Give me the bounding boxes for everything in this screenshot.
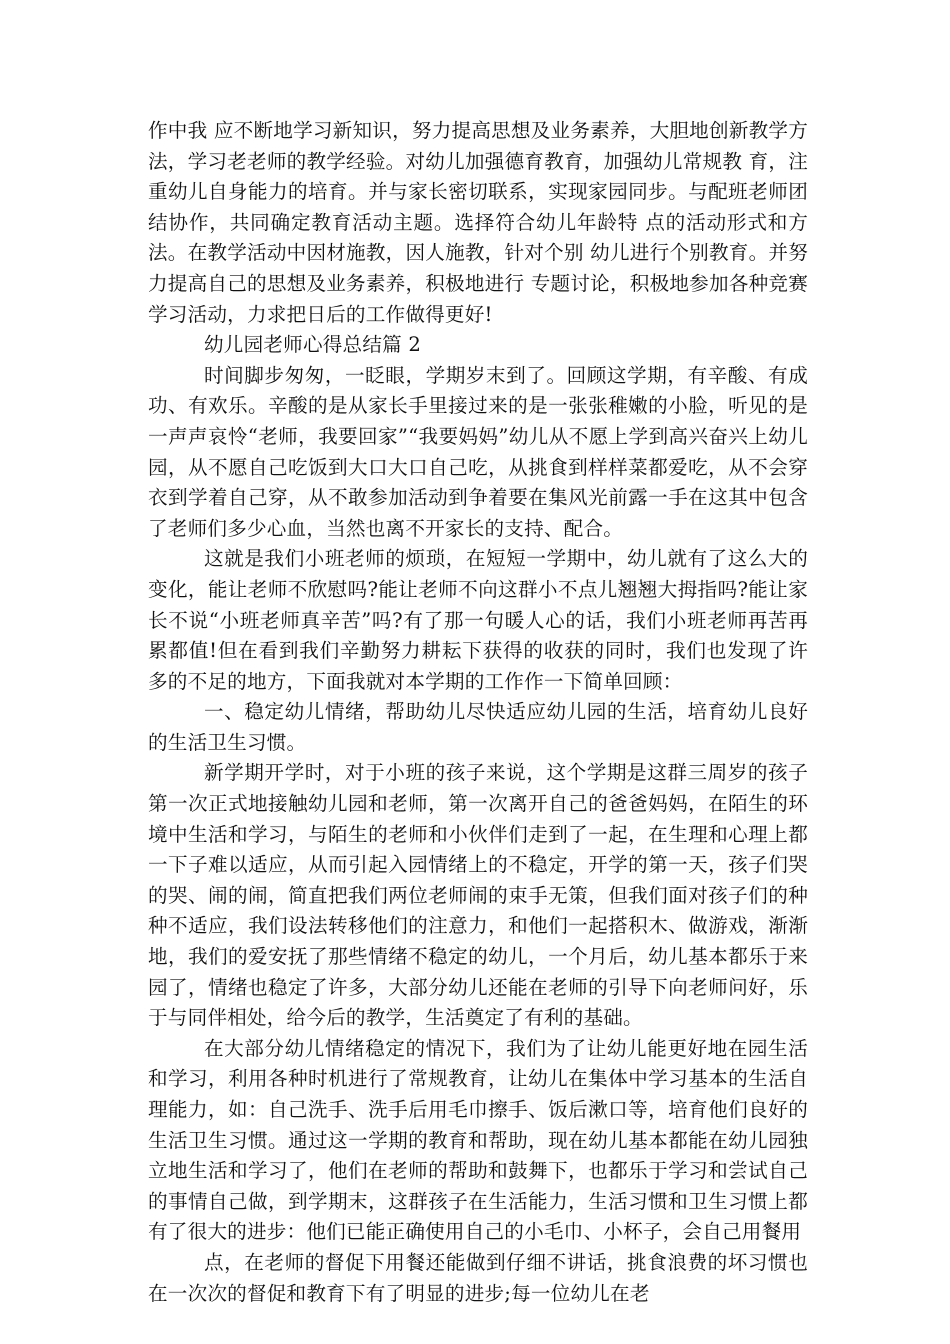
paragraph-continuation: 作中我 应不断地学习新知识，努力提高思想及业务素养，大胆地创新教学方 法，学习老老师的教学经验。对幼儿加强德育教育，加强幼儿常规教 育，注重幼儿自身能力的培育。并与家长密切联系，实现家园同步。与配班老师团结协作，共同确定教育活动主题。选择符合幼儿年龄特 点的活动形式和方法。在教学活动中因材施教，因人施教，针对个别 幼儿进行个别教育。并努力提高自己的思想及业务素养，积极地进行 专题讨论，积极地参加各种竞赛学习活动，力求把日后的工作做得更好! (148, 119, 808, 326)
paragraph: 新学期开学时，对于小班的孩子来说，这个学期是这群三周岁的孩子第一次正式地接触幼儿园和老师，第一次离开自己的爸爸妈妈，在陌生的环境中生活和学习，与陌生的老师和小伙伴们走到了一起，在生理和心理上都一下子难以适应，从而引起入园情绪上的不稳定，开学的第一天，孩子们哭的哭、闹的闹，简直把我们两位老师闹的束手无策，但我们面对孩子们的种种不适应，我们设法转移他们的注意力，和他们一起搭积木、做游戏，渐渐地，我们的爱安抚了那些情绪不稳定的幼儿，一个月后，幼儿基本都乐于来园了，情绪也稳定了许多，大部分幼儿还能在老师的引导下向老师问好，乐于与同伴相处，给今后的教学，生活奠定了有利的基础。 (148, 761, 808, 1030)
document-body (148, 116, 808, 1309)
section-heading: 幼儿园老师心得总结篇 2 (204, 333, 422, 357)
paragraph: 时间脚步匆匆，一眨眼，学期岁末到了。回顾这学期，有辛酸、有成功、有欢乐。辛酸的是从家长手里接过来的是一张张稚嫩的小脸，听见的是一声声哀怜“老师，我要回家”“我要妈妈”幼儿从不愿上学到高兴奋兴上幼儿园，从不愿自己吃饭到大口大口自己吃，从挑食到样样菜都爱吃，从不会穿衣到学着自己穿，从不敢参加活动到争着要在集风光前露一手在这其中包含了老师们多少心血，当然也离不开家长的支持、配合。 (148, 363, 808, 540)
paragraph: 在大部分幼儿情绪稳定的情况下，我们为了让幼儿能更好地在园生活和学习，利用各种时机进行了常规教育，让幼儿在集体中学习基本的生活自理能力，如：自己洗手、洗手后用毛巾擦手、饭后漱口等，培育他们良好的生活卫生习惯。通过这一学期的教育和帮助，现在幼儿基本都能在幼儿园独立地生活和学习了，他们在老师的帮助和鼓舞下，也都乐于学习和尝试自己的事情自己做，到学期末，这群孩子在生活能力，生活习惯和卫生习惯上都有了很大的进步：他们已能正确使用自己的小毛巾、小杯子，会自己用餐用 (148, 1036, 808, 1244)
paragraph: 一、稳定幼儿情绪，帮助幼儿尽快适应幼儿园的生活，培育幼儿良好的生活卫生习惯。 (148, 700, 808, 754)
paragraph: 这就是我们小班老师的烦琐，在短短一学期中，幼儿就有了这么大的变化，能让老师不欣慰吗?能让老师不向这群小不点儿翘翘大拇指吗?能让家长不说“小班老师真辛苦”吗?有了那一句暖人心的话，我们小班老师再苦再累都值!但在看到我们辛勤努力耕耘下获得的收获的同时，我们也发现了许多的不足的地方，下面我就对本学期的工作作一下简单回顾： (148, 547, 808, 693)
paragraph: 点，在老师的督促下用餐还能做到仔细不讲话，挑食浪费的坏习惯也在一次次的督促和教育下有了明显的进步;每一位幼儿在老 (148, 1250, 808, 1305)
